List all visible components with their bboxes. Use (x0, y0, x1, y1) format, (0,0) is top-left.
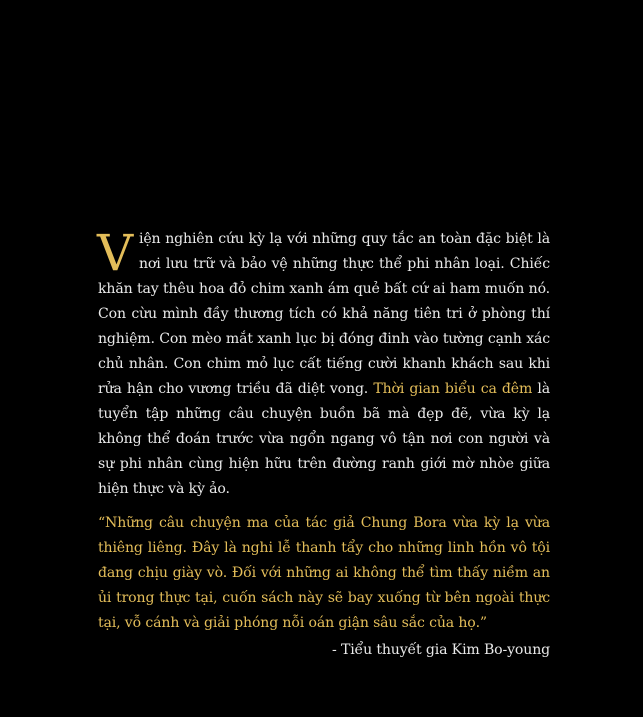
drop-cap-letter: V (97, 224, 133, 282)
blurb-container (97, 224, 550, 663)
review-quote: “Những câu chuyện ma của tác giả Chung Bora vừa kỳ lạ vừa thiêng liêng. Đây là nghi lễ thanh tẩy cho những linh hồn vô tội đang chịu giày vò. Đối với những ai không thể tìm thấy niềm an ủi trong thực tại, cuốn sách này sẽ bay xuống từ bên ngoài thực tại, vỗ cánh và giải phóng nỗi oán giận sâu sắc của họ.” (98, 515, 550, 631)
description-text-start: iện nghiên cứu kỳ lạ với những quy tắc an toàn đặc biệt là nơi lưu trữ và bảo vệ những thực thể phi nhân loại. Chiếc khăn tay thêu hoa đỏ chim xanh ám quẻ bất cứ ai ham muốn nó. Con cừu mình đầy thương tích có khả năng tiên tri ở phòng thí nghiệm. Con mèo mắt xanh lục bị đóng đinh vào tường cạnh xác chủ nhân. Con chim mỏ lục cất tiếng cười khanh khách sau khi rửa hận cho vương triều đã diệt vong. (98, 231, 550, 397)
quote-attribution: - Tiểu thuyết gia Kim Bo-young (332, 642, 550, 658)
book-title-highlight: Thời gian biểu ca đêm (373, 381, 533, 397)
description-text-end: là tuyển tập những câu chuyện buồn bã mà đẹp đẽ, vừa kỳ lạ không thể đoán trước vừa ngổn ngang vô tận nơi con người và sự phi nhân cùng hiện hữu trên đường ranh giới mờ nhòe giữa hiện thực và kỳ ảo. (98, 381, 550, 497)
book-description (97, 224, 550, 502)
